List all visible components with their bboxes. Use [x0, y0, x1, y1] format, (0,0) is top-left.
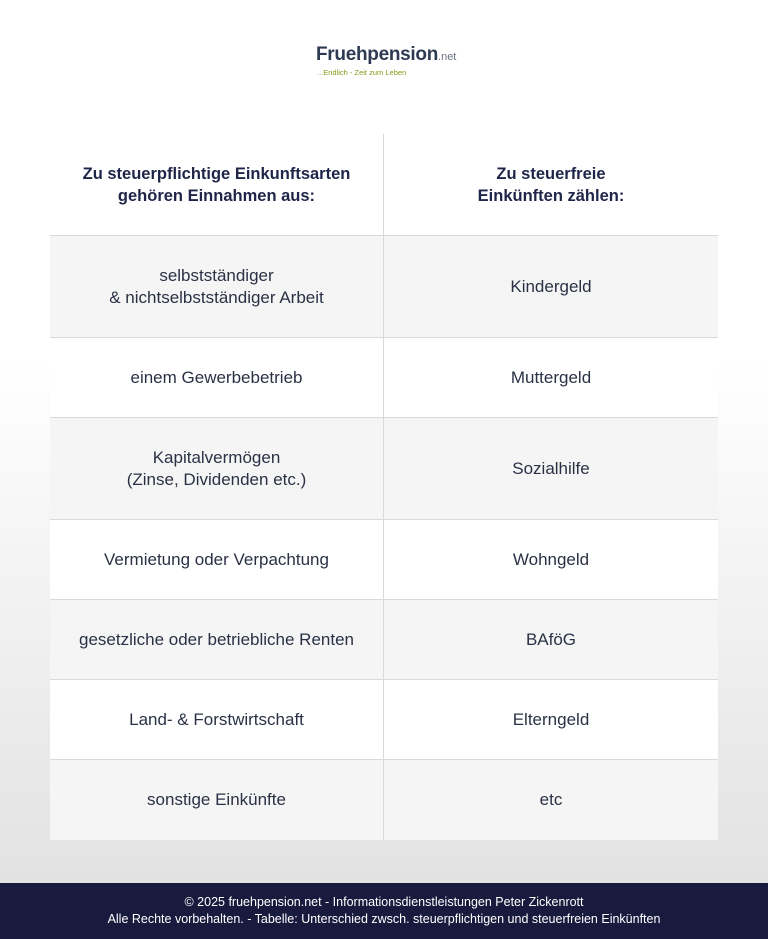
tax-free-income-cell: BAföG — [525, 629, 577, 649]
logo-tld: .net — [438, 51, 457, 63]
taxable-income-cell: Vermietung oder Verpachtung — [50, 520, 384, 599]
site-logo[interactable] — [316, 44, 466, 77]
logo-tagline: ...Endlich - Zeit zum Leben — [317, 68, 407, 77]
tax-free-income-cell: Kindergeld — [510, 276, 592, 296]
table-row — [50, 680, 718, 760]
table-body — [50, 236, 718, 840]
tax-free-income-cell: Elterngeld — [512, 709, 590, 729]
taxable-income-cell: Kapitalvermögen (Zinse, Dividenden etc.) — [50, 418, 384, 519]
table-row — [50, 760, 718, 840]
taxable-income-cell: Land- & Forstwirtschaft — [50, 680, 384, 759]
logo-name: Fruehpension — [316, 44, 439, 65]
table-header-row — [50, 134, 718, 236]
income-comparison-table — [50, 134, 718, 840]
taxable-income-cell: gesetzliche oder betriebliche Renten — [50, 600, 384, 679]
page-footer — [0, 883, 768, 939]
tax-free-income-cell: etc — [539, 790, 563, 809]
tax-free-income-cell: Wohngeld — [512, 549, 590, 569]
taxable-income-cell: einem Gewerbebetrieb — [50, 338, 384, 417]
tax-free-income-cell: Muttergeld — [510, 367, 592, 387]
header-tax-free-income: Zu steuerfreie Einkünften zählen: — [477, 164, 625, 205]
table-row — [50, 600, 718, 680]
taxable-income-cell: selbstständiger & nichtselbstständiger Arbeit — [50, 236, 384, 337]
header-taxable-income: Zu steuerpflichtige Einkunftsarten gehören Einnahmen aus: — [50, 134, 384, 235]
tax-free-income-cell: Sozialhilfe — [512, 458, 590, 478]
table-row — [50, 338, 718, 418]
taxable-income-cell: sonstige Einkünfte — [50, 760, 384, 840]
logo-wordmark — [316, 44, 466, 68]
table-row — [50, 418, 718, 520]
table-row — [50, 520, 718, 600]
footer-rights: Alle Rechte vorbehalten. - Tabelle: Unterschied zwsch. steuerpflichtigen und steuerfreien Einkünften — [107, 912, 661, 926]
footer-copyright: © 2025 fruehpension.net - Informationsdienstleistungen Peter Zickenrott — [184, 895, 584, 909]
table-row — [50, 236, 718, 338]
